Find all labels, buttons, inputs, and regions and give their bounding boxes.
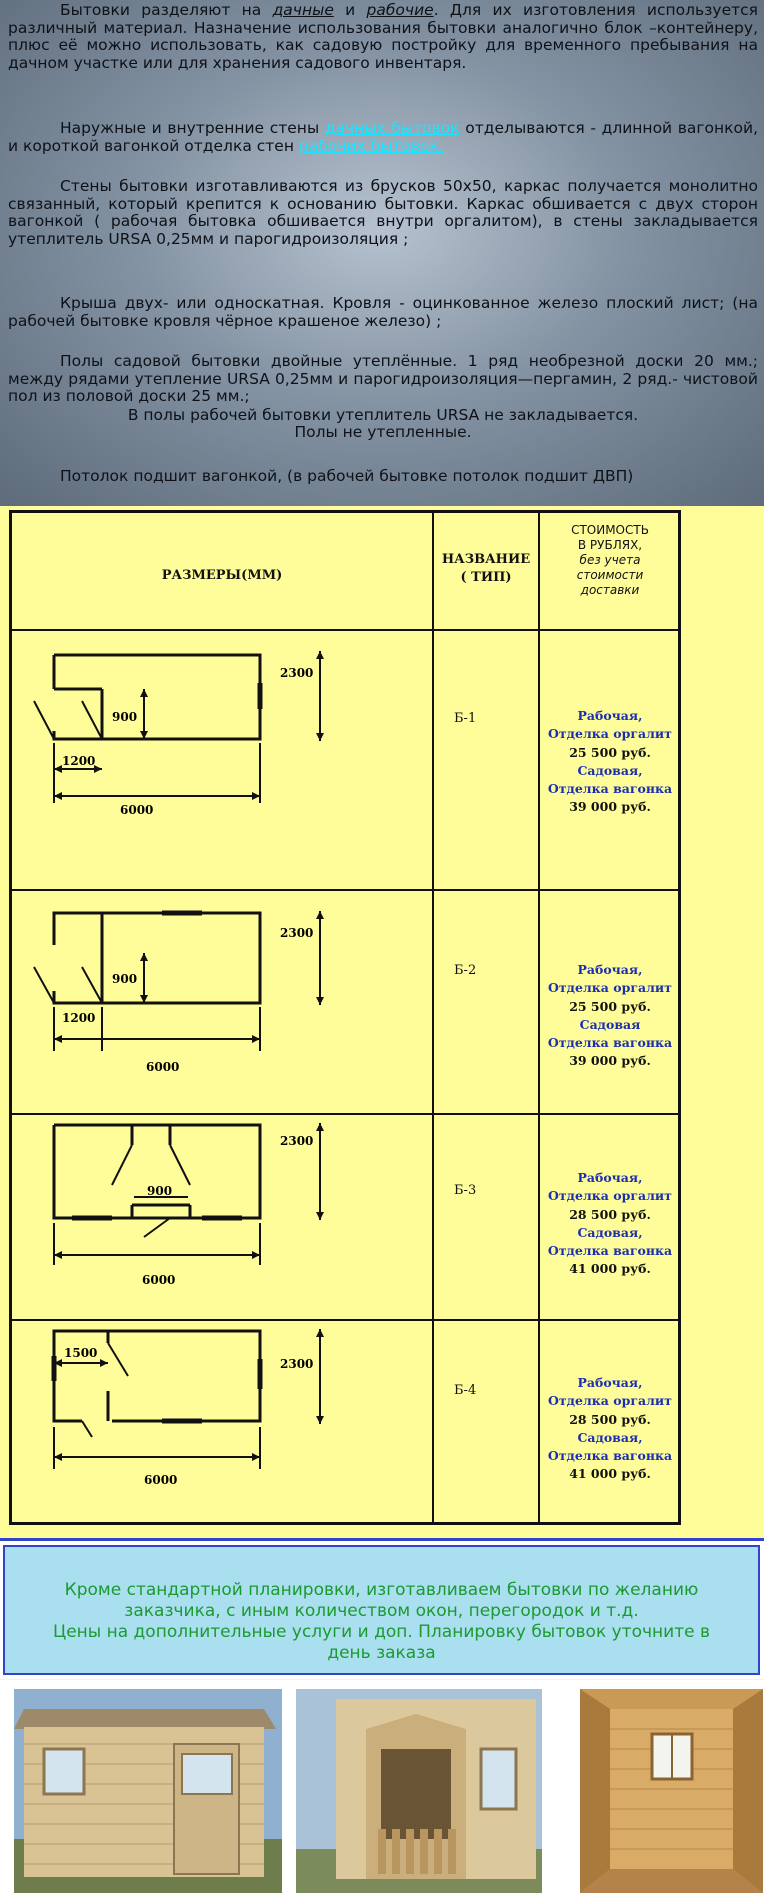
dim-width: 2300 (280, 1357, 314, 1371)
dim-a: 1500 (64, 1346, 98, 1360)
notice-text (5, 1580, 758, 1664)
floor-note-2: Полы не утепленные. (294, 423, 472, 441)
dim-width: 2300 (280, 926, 314, 940)
photo-cabin-exterior[interactable] (14, 1689, 282, 1893)
price-cell (540, 1169, 680, 1279)
notice-line: заказчика, с иным количеством окон, перегородок и т.д. (124, 1601, 639, 1621)
dim-b: 1200 (62, 754, 96, 768)
price-value: 39 000 руб. (569, 799, 651, 815)
price-line: Отделка вагонка (547, 781, 673, 797)
price-line: Рабочая, (577, 1375, 643, 1390)
price-cell (540, 707, 680, 817)
header-price-line: СТОИМОСТЬ (571, 523, 649, 537)
intro-paragraph-6 (8, 468, 758, 486)
header-name-line: НАЗВАНИЕ (441, 552, 531, 567)
price-line: Отделка вагонка (547, 1243, 673, 1259)
dim-width: 2300 (280, 1134, 314, 1148)
type-name: Б-1 (454, 711, 477, 726)
custom-layout-notice (0, 1538, 764, 1679)
price-value: 41 000 руб. (569, 1261, 651, 1277)
type-name: Б-2 (454, 963, 477, 978)
dim-length: 6000 (142, 1273, 176, 1287)
price-value: 39 000 руб. (569, 1053, 651, 1069)
price-table (9, 510, 681, 1525)
price-line: Отделка оргалит (548, 980, 672, 996)
photo-cabin-interior[interactable] (580, 1689, 763, 1893)
floorplan-b2 (12, 891, 432, 1113)
dim-a: 900 (112, 710, 138, 724)
price-line: Садовая, (577, 1429, 643, 1445)
price-value: 25 500 руб. (569, 998, 651, 1014)
text: Наружные и внутренние стены (60, 119, 325, 137)
dim-length: 6000 (146, 1060, 180, 1074)
price-line: Садовая (579, 1016, 641, 1032)
ceiling-text: Потолок подшит вагонкой, (в рабочей бытовке потолок подшит ДВП) (60, 467, 634, 485)
intro-paragraph-4 (8, 295, 758, 330)
floor-note-1: В полы рабочей бытовки утеплитель URSA не закладывается. (127, 405, 639, 424)
header-name (434, 551, 538, 587)
text: Бытовки разделяют на (60, 1, 273, 19)
intro-section (0, 0, 764, 506)
link-rabochie-bytovki[interactable]: рабочих бытовок. (298, 136, 444, 155)
photo-cabin-porch[interactable] (296, 1689, 542, 1893)
header-price-line: без учета (579, 553, 641, 567)
text: отделываются - длинной вагонкой, и короткой вагонкой отделка стен (8, 119, 758, 155)
price-line: Отделка оргалит (548, 1188, 672, 1204)
text: . Для их изготовления используется различный материал. Назначение использования бытовки аналогично блок –контейнеру, плюс её можно использовать, как садовую постройку для временного пребывания на дачном участке или для хранения садового инвентаря. (8, 1, 758, 72)
intro-paragraph-1 (8, 2, 758, 72)
price-value: 28 500 руб. (569, 1206, 651, 1222)
floorplan-b1 (12, 631, 432, 889)
emphasis-dachnye: дачные (272, 1, 334, 19)
header-price (540, 523, 680, 598)
price-cell (540, 961, 680, 1071)
price-line: Рабочая, (577, 962, 643, 977)
walls-text: Стены бытовки изготавливаются из брусков 50х50, каркас получается монолитно связанный, который крепится к основанию бытовки. Каркас обшивается с двух сторон вагонкой ( рабочая бытовка обшивается внутри оргалитом), в стены закладывается утеплитель URSA 0,25мм и парогидроизоляция ; (8, 177, 758, 248)
type-name: Б-4 (454, 1383, 477, 1398)
price-line: Отделка оргалит (548, 726, 672, 742)
dim-width: 2300 (280, 666, 314, 680)
price-line: Садовая, (577, 762, 643, 778)
price-line: Рабочая, (577, 1170, 643, 1185)
type-name: Б-3 (454, 1183, 477, 1198)
intro-paragraph-3 (8, 178, 758, 248)
header-price-line: В РУБЛЯХ, (577, 538, 643, 552)
notice-line: день заказа (327, 1643, 436, 1663)
photo-strip (0, 1680, 764, 1893)
header-price-line: доставки (580, 583, 640, 597)
header-name-line: ( ТИП) (460, 570, 512, 585)
header-size: РАЗМЕРЫ(ММ) (161, 568, 283, 583)
dim-length: 6000 (120, 803, 154, 817)
price-value: 28 500 руб. (569, 1411, 651, 1427)
price-cell (540, 1374, 680, 1484)
price-line: Садовая, (577, 1224, 643, 1240)
text: и (333, 1, 367, 19)
price-value: 25 500 руб. (569, 744, 651, 760)
header-price-line: стоимости (576, 568, 644, 582)
column-divider (432, 513, 434, 1522)
price-line: Отделка вагонка (547, 1448, 673, 1464)
price-line: Рабочая, (577, 708, 643, 723)
price-value: 41 000 руб. (569, 1466, 651, 1482)
roof-text: Крыша двух- или односкатная. Кровля - оцинкованное железо плоский лист; (на рабочей бытовке кровля чёрное крашеное железо) ; (8, 294, 758, 330)
price-line: Отделка вагонка (547, 1035, 673, 1051)
link-dachnye-bytovki[interactable]: дачных бытовок (324, 119, 460, 137)
floorplan-b3 (12, 1115, 432, 1319)
notice-box (3, 1545, 760, 1675)
floorplan-b4 (12, 1321, 432, 1528)
dim-length: 6000 (144, 1473, 178, 1487)
notice-line: Кроме стандартной планировки, изготавливаем бытовки по желанию (64, 1580, 699, 1600)
notice-line: Цены на дополнительные услуги и доп. Планировку бытовок уточните в (53, 1622, 710, 1642)
dim-b: 1200 (62, 1011, 96, 1025)
intro-paragraph-5 (8, 353, 758, 442)
emphasis-rabochie: рабочие (366, 1, 434, 19)
floor-text: Полы садовой бытовки двойные утеплённые. 1 ряд необрезной доски 20 мм.; между рядами утепление URSA 0,25мм и парогидроизоляция—пергамин, 2 ряд.- чистовой пол из половой доски 25 мм.; (8, 352, 758, 405)
price-line: Отделка оргалит (548, 1393, 672, 1409)
intro-paragraph-2 (8, 120, 758, 155)
dim-a: 900 (112, 972, 138, 986)
dim-a: 900 (147, 1184, 173, 1198)
